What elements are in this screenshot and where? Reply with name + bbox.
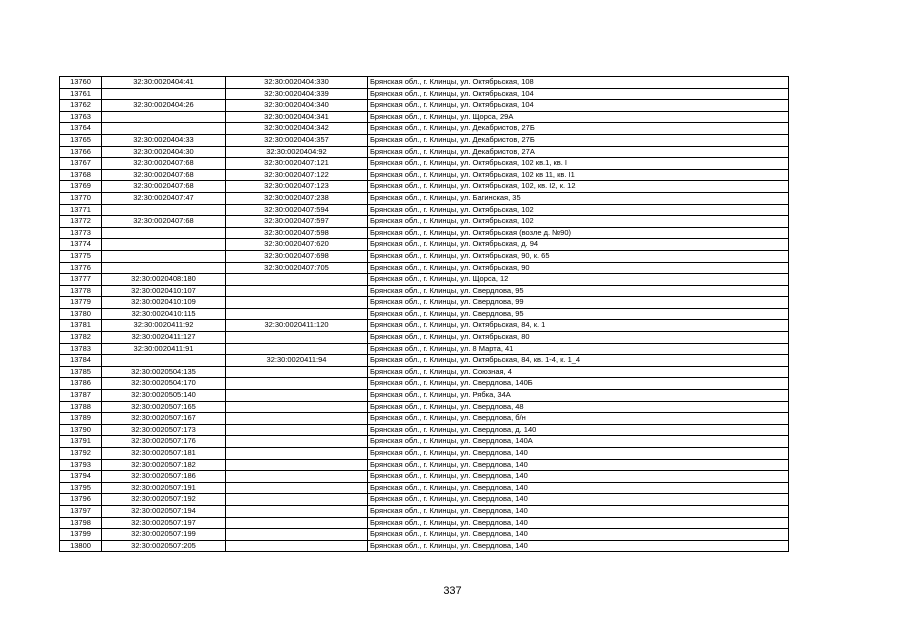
table-row xyxy=(60,158,789,170)
registry-table xyxy=(59,76,789,552)
table-row xyxy=(60,100,789,112)
row-number-cell: 13776 xyxy=(60,262,102,274)
table-row xyxy=(60,320,789,332)
cadastral-number-cell: 32:30:0020507:191 xyxy=(102,482,226,494)
row-number-cell: 13782 xyxy=(60,332,102,344)
cadastral-number-cell: 32:30:0020411:92 xyxy=(102,320,226,332)
address-cell: Брянская обл., г. Клинцы, ул. Свердлова, 48 xyxy=(368,401,789,413)
cadastral-number-cell: 32:30:0020411:91 xyxy=(102,343,226,355)
object-cadastral-number-cell xyxy=(226,482,368,494)
row-number-cell: 13775 xyxy=(60,250,102,262)
address-cell: Брянская обл., г. Клинцы, ул. Свердлова, 140Б xyxy=(368,378,789,390)
table-row xyxy=(60,343,789,355)
address-cell: Брянская обл., г. Клинцы, ул. Октябрьская, 84, кв. 1-4, к. 1_4 xyxy=(368,355,789,367)
object-cadastral-number-cell: 32:30:0020407:238 xyxy=(226,192,368,204)
row-number-cell: 13798 xyxy=(60,517,102,529)
object-cadastral-number-cell xyxy=(226,378,368,390)
address-cell: Брянская обл., г. Клинцы, ул. Октябрьская, 90 xyxy=(368,262,789,274)
object-cadastral-number-cell: 32:30:0020404:342 xyxy=(226,123,368,135)
address-cell: Брянская обл., г. Клинцы, ул. Свердлова, 140 xyxy=(368,448,789,460)
object-cadastral-number-cell xyxy=(226,401,368,413)
cadastral-number-cell: 32:30:0020507:205 xyxy=(102,540,226,552)
table-row xyxy=(60,413,789,425)
table-row xyxy=(60,239,789,251)
table-row xyxy=(60,146,789,158)
address-cell: Брянская обл., г. Клинцы, ул. Октябрьская, 102 xyxy=(368,204,789,216)
address-cell: Брянская обл., г. Клинцы, ул. Октябрьская, 104 xyxy=(368,88,789,100)
table-row xyxy=(60,169,789,181)
object-cadastral-number-cell xyxy=(226,459,368,471)
row-number-cell: 13769 xyxy=(60,181,102,193)
row-number-cell: 13771 xyxy=(60,204,102,216)
object-cadastral-number-cell xyxy=(226,529,368,541)
row-number-cell: 13785 xyxy=(60,366,102,378)
cadastral-number-cell: 32:30:0020507:194 xyxy=(102,505,226,517)
table-row xyxy=(60,505,789,517)
address-cell: Брянская обл., г. Клинцы, ул. Октябрьская, 104 xyxy=(368,100,789,112)
object-cadastral-number-cell xyxy=(226,297,368,309)
table-row xyxy=(60,529,789,541)
row-number-cell: 13789 xyxy=(60,413,102,425)
table-row xyxy=(60,227,789,239)
cadastral-number-cell: 32:30:0020407:68 xyxy=(102,181,226,193)
row-number-cell: 13767 xyxy=(60,158,102,170)
row-number-cell: 13763 xyxy=(60,111,102,123)
address-cell: Брянская обл., г. Клинцы, ул. Щорса, 29А xyxy=(368,111,789,123)
cadastral-number-cell xyxy=(102,111,226,123)
address-cell: Брянская обл., г. Клинцы, ул. Октябрьская, 102 кв.1, кв. I xyxy=(368,158,789,170)
cadastral-number-cell xyxy=(102,204,226,216)
table-row xyxy=(60,77,789,89)
address-cell: Брянская обл., г. Клинцы, ул. Свердлова, 140 xyxy=(368,494,789,506)
cadastral-number-cell xyxy=(102,250,226,262)
address-cell: Брянская обл., г. Клинцы, ул. Свердлова, 140 xyxy=(368,540,789,552)
row-number-cell: 13792 xyxy=(60,448,102,460)
row-number-cell: 13766 xyxy=(60,146,102,158)
cadastral-number-cell xyxy=(102,239,226,251)
cadastral-number-cell: 32:30:0020407:68 xyxy=(102,216,226,228)
table-row xyxy=(60,378,789,390)
row-number-cell: 13772 xyxy=(60,216,102,228)
cadastral-number-cell xyxy=(102,227,226,239)
object-cadastral-number-cell xyxy=(226,517,368,529)
table-row xyxy=(60,262,789,274)
address-cell: Брянская обл., г. Клинцы, ул. Октябрьская, 102 xyxy=(368,216,789,228)
object-cadastral-number-cell: 32:30:0020407:597 xyxy=(226,216,368,228)
cadastral-number-cell: 32:30:0020404:33 xyxy=(102,134,226,146)
cadastral-number-cell: 32:30:0020507:176 xyxy=(102,436,226,448)
table-row xyxy=(60,332,789,344)
table-row xyxy=(60,123,789,135)
object-cadastral-number-cell: 32:30:0020404:357 xyxy=(226,134,368,146)
object-cadastral-number-cell: 32:30:0020407:121 xyxy=(226,158,368,170)
table-row xyxy=(60,274,789,286)
row-number-cell: 13796 xyxy=(60,494,102,506)
table-row xyxy=(60,424,789,436)
cadastral-number-cell: 32:30:0020404:26 xyxy=(102,100,226,112)
row-number-cell: 13761 xyxy=(60,88,102,100)
object-cadastral-number-cell xyxy=(226,390,368,402)
row-number-cell: 13765 xyxy=(60,134,102,146)
cadastral-number-cell: 32:30:0020411:127 xyxy=(102,332,226,344)
object-cadastral-number-cell xyxy=(226,436,368,448)
address-cell: Брянская обл., г. Клинцы, ул. Свердлова, 140 xyxy=(368,471,789,483)
address-cell: Брянская обл., г. Клинцы, ул. Свердлова, 99 xyxy=(368,297,789,309)
object-cadastral-number-cell: 32:30:0020407:594 xyxy=(226,204,368,216)
cadastral-number-cell: 32:30:0020504:170 xyxy=(102,378,226,390)
row-number-cell: 13793 xyxy=(60,459,102,471)
table-row xyxy=(60,111,789,123)
cadastral-number-cell: 32:30:0020505:140 xyxy=(102,390,226,402)
cadastral-number-cell xyxy=(102,262,226,274)
object-cadastral-number-cell xyxy=(226,494,368,506)
row-number-cell: 13768 xyxy=(60,169,102,181)
cadastral-number-cell: 32:30:0020507:165 xyxy=(102,401,226,413)
cadastral-number-cell: 32:30:0020404:41 xyxy=(102,77,226,89)
object-cadastral-number-cell: 32:30:0020407:123 xyxy=(226,181,368,193)
table-row xyxy=(60,448,789,460)
row-number-cell: 13800 xyxy=(60,540,102,552)
object-cadastral-number-cell xyxy=(226,308,368,320)
cadastral-number-cell: 32:30:0020507:186 xyxy=(102,471,226,483)
cadastral-number-cell: 32:30:0020407:68 xyxy=(102,158,226,170)
table-row xyxy=(60,517,789,529)
address-cell: Брянская обл., г. Клинцы, ул. Свердлова, 140 xyxy=(368,459,789,471)
row-number-cell: 13777 xyxy=(60,274,102,286)
address-cell: Брянская обл., г. Клинцы, ул. Свердлова, 140 xyxy=(368,505,789,517)
address-cell: Брянская обл., г. Клинцы, ул. Свердлова, 95 xyxy=(368,308,789,320)
row-number-cell: 13783 xyxy=(60,343,102,355)
cadastral-number-cell xyxy=(102,123,226,135)
object-cadastral-number-cell xyxy=(226,366,368,378)
address-cell: Брянская обл., г. Клинцы, ул. Свердлова, 95 xyxy=(368,285,789,297)
address-cell: Брянская обл., г. Клинцы, ул. Щорса, 12 xyxy=(368,274,789,286)
cadastral-number-cell: 32:30:0020507:182 xyxy=(102,459,226,471)
cadastral-number-cell: 32:30:0020410:109 xyxy=(102,297,226,309)
table-row xyxy=(60,250,789,262)
row-number-cell: 13764 xyxy=(60,123,102,135)
cadastral-number-cell: 32:30:0020407:47 xyxy=(102,192,226,204)
table-row xyxy=(60,436,789,448)
object-cadastral-number-cell xyxy=(226,540,368,552)
table-row xyxy=(60,471,789,483)
table-row xyxy=(60,355,789,367)
object-cadastral-number-cell: 32:30:0020404:340 xyxy=(226,100,368,112)
cadastral-number-cell xyxy=(102,88,226,100)
row-number-cell: 13760 xyxy=(60,77,102,89)
row-number-cell: 13773 xyxy=(60,227,102,239)
object-cadastral-number-cell: 32:30:0020407:598 xyxy=(226,227,368,239)
row-number-cell: 13781 xyxy=(60,320,102,332)
object-cadastral-number-cell xyxy=(226,332,368,344)
address-cell: Брянская обл., г. Клинцы, ул. Свердлова, б/н xyxy=(368,413,789,425)
row-number-cell: 13791 xyxy=(60,436,102,448)
address-cell: Брянская обл., г. Клинцы, ул. Декабристов, 27Б xyxy=(368,123,789,135)
object-cadastral-number-cell: 32:30:0020411:120 xyxy=(226,320,368,332)
table-row xyxy=(60,494,789,506)
table-row xyxy=(60,285,789,297)
table-row xyxy=(60,390,789,402)
row-number-cell: 13779 xyxy=(60,297,102,309)
address-cell: Брянская обл., г. Клинцы, ул. Октябрьская, 80 xyxy=(368,332,789,344)
object-cadastral-number-cell xyxy=(226,413,368,425)
table-row xyxy=(60,366,789,378)
object-cadastral-number-cell xyxy=(226,448,368,460)
row-number-cell: 13778 xyxy=(60,285,102,297)
table-row xyxy=(60,297,789,309)
row-number-cell: 13786 xyxy=(60,378,102,390)
table-row xyxy=(60,204,789,216)
address-cell: Брянская обл., г. Клинцы, ул. Союзная, 4 xyxy=(368,366,789,378)
object-cadastral-number-cell xyxy=(226,505,368,517)
cadastral-number-cell: 32:30:0020410:107 xyxy=(102,285,226,297)
cadastral-number-cell: 32:30:0020507:192 xyxy=(102,494,226,506)
object-cadastral-number-cell: 32:30:0020407:122 xyxy=(226,169,368,181)
table-row xyxy=(60,540,789,552)
address-cell: Брянская обл., г. Клинцы, ул. Октябрьская, 102 кв 11, кв. I1 xyxy=(368,169,789,181)
row-number-cell: 13762 xyxy=(60,100,102,112)
row-number-cell: 13780 xyxy=(60,308,102,320)
address-cell: Брянская обл., г. Клинцы, ул. Декабристов, 27А xyxy=(368,146,789,158)
row-number-cell: 13797 xyxy=(60,505,102,517)
object-cadastral-number-cell: 32:30:0020404:92 xyxy=(226,146,368,158)
row-number-cell: 13770 xyxy=(60,192,102,204)
address-cell: Брянская обл., г. Клинцы, ул. Октябрьская, 108 xyxy=(368,77,789,89)
cadastral-number-cell: 32:30:0020507:197 xyxy=(102,517,226,529)
cadastral-number-cell: 32:30:0020404:30 xyxy=(102,146,226,158)
table-row xyxy=(60,401,789,413)
table-row xyxy=(60,192,789,204)
object-cadastral-number-cell xyxy=(226,285,368,297)
address-cell: Брянская обл., г. Клинцы, ул. Октябрьская, 84, к. 1 xyxy=(368,320,789,332)
address-cell: Брянская обл., г. Клинцы, ул. Багинская, 35 xyxy=(368,192,789,204)
table-row xyxy=(60,181,789,193)
object-cadastral-number-cell xyxy=(226,424,368,436)
address-cell: Брянская обл., г. Клинцы, ул. 8 Марта, 41 xyxy=(368,343,789,355)
address-cell: Брянская обл., г. Клинцы, ул. Декабристов, 27Б xyxy=(368,134,789,146)
row-number-cell: 13788 xyxy=(60,401,102,413)
table-row xyxy=(60,134,789,146)
row-number-cell: 13774 xyxy=(60,239,102,251)
object-cadastral-number-cell xyxy=(226,274,368,286)
cadastral-number-cell: 32:30:0020504:135 xyxy=(102,366,226,378)
table-row xyxy=(60,459,789,471)
address-cell: Брянская обл., г. Клинцы, ул. Свердлова, 140 xyxy=(368,517,789,529)
row-number-cell: 13799 xyxy=(60,529,102,541)
table-row xyxy=(60,482,789,494)
row-number-cell: 13784 xyxy=(60,355,102,367)
page-number: 337 xyxy=(443,585,462,597)
row-number-cell: 13787 xyxy=(60,390,102,402)
object-cadastral-number-cell: 32:30:0020407:620 xyxy=(226,239,368,251)
object-cadastral-number-cell: 32:30:0020404:330 xyxy=(226,77,368,89)
table-row xyxy=(60,216,789,228)
cadastral-number-cell: 32:30:0020407:68 xyxy=(102,169,226,181)
address-cell: Брянская обл., г. Клинцы, ул. Свердлова, 140 xyxy=(368,482,789,494)
object-cadastral-number-cell: 32:30:0020407:705 xyxy=(226,262,368,274)
object-cadastral-number-cell: 32:30:0020407:698 xyxy=(226,250,368,262)
address-cell: Брянская обл., г. Клинцы, ул. Свердлова, 140А xyxy=(368,436,789,448)
address-cell: Брянская обл., г. Клинцы, ул. Свердлова, д. 140 xyxy=(368,424,789,436)
table-row xyxy=(60,308,789,320)
address-cell: Брянская обл., г. Клинцы, ул. Рябка, 34А xyxy=(368,390,789,402)
cadastral-number-cell: 32:30:0020408:180 xyxy=(102,274,226,286)
cadastral-number-cell: 32:30:0020410:115 xyxy=(102,308,226,320)
address-cell: Брянская обл., г. Клинцы, ул. Октябрьская (возле д. №90) xyxy=(368,227,789,239)
object-cadastral-number-cell: 32:30:0020411:94 xyxy=(226,355,368,367)
address-cell: Брянская обл., г. Клинцы, ул. Октябрьская, д. 94 xyxy=(368,239,789,251)
object-cadastral-number-cell: 32:30:0020404:339 xyxy=(226,88,368,100)
cadastral-number-cell: 32:30:0020507:181 xyxy=(102,448,226,460)
address-cell: Брянская обл., г. Клинцы, ул. Октябрьская, 90, к. 65 xyxy=(368,250,789,262)
row-number-cell: 13790 xyxy=(60,424,102,436)
cadastral-number-cell: 32:30:0020507:199 xyxy=(102,529,226,541)
object-cadastral-number-cell xyxy=(226,471,368,483)
address-cell: Брянская обл., г. Клинцы, ул. Октябрьская, 102, кв. I2, к. 12 xyxy=(368,181,789,193)
cadastral-number-cell xyxy=(102,355,226,367)
object-cadastral-number-cell xyxy=(226,343,368,355)
cadastral-number-cell: 32:30:0020507:173 xyxy=(102,424,226,436)
address-cell: Брянская обл., г. Клинцы, ул. Свердлова, 140 xyxy=(368,529,789,541)
object-cadastral-number-cell: 32:30:0020404:341 xyxy=(226,111,368,123)
cadastral-number-cell: 32:30:0020507:167 xyxy=(102,413,226,425)
table-row xyxy=(60,88,789,100)
row-number-cell: 13795 xyxy=(60,482,102,494)
registry-table-body xyxy=(60,77,789,552)
row-number-cell: 13794 xyxy=(60,471,102,483)
